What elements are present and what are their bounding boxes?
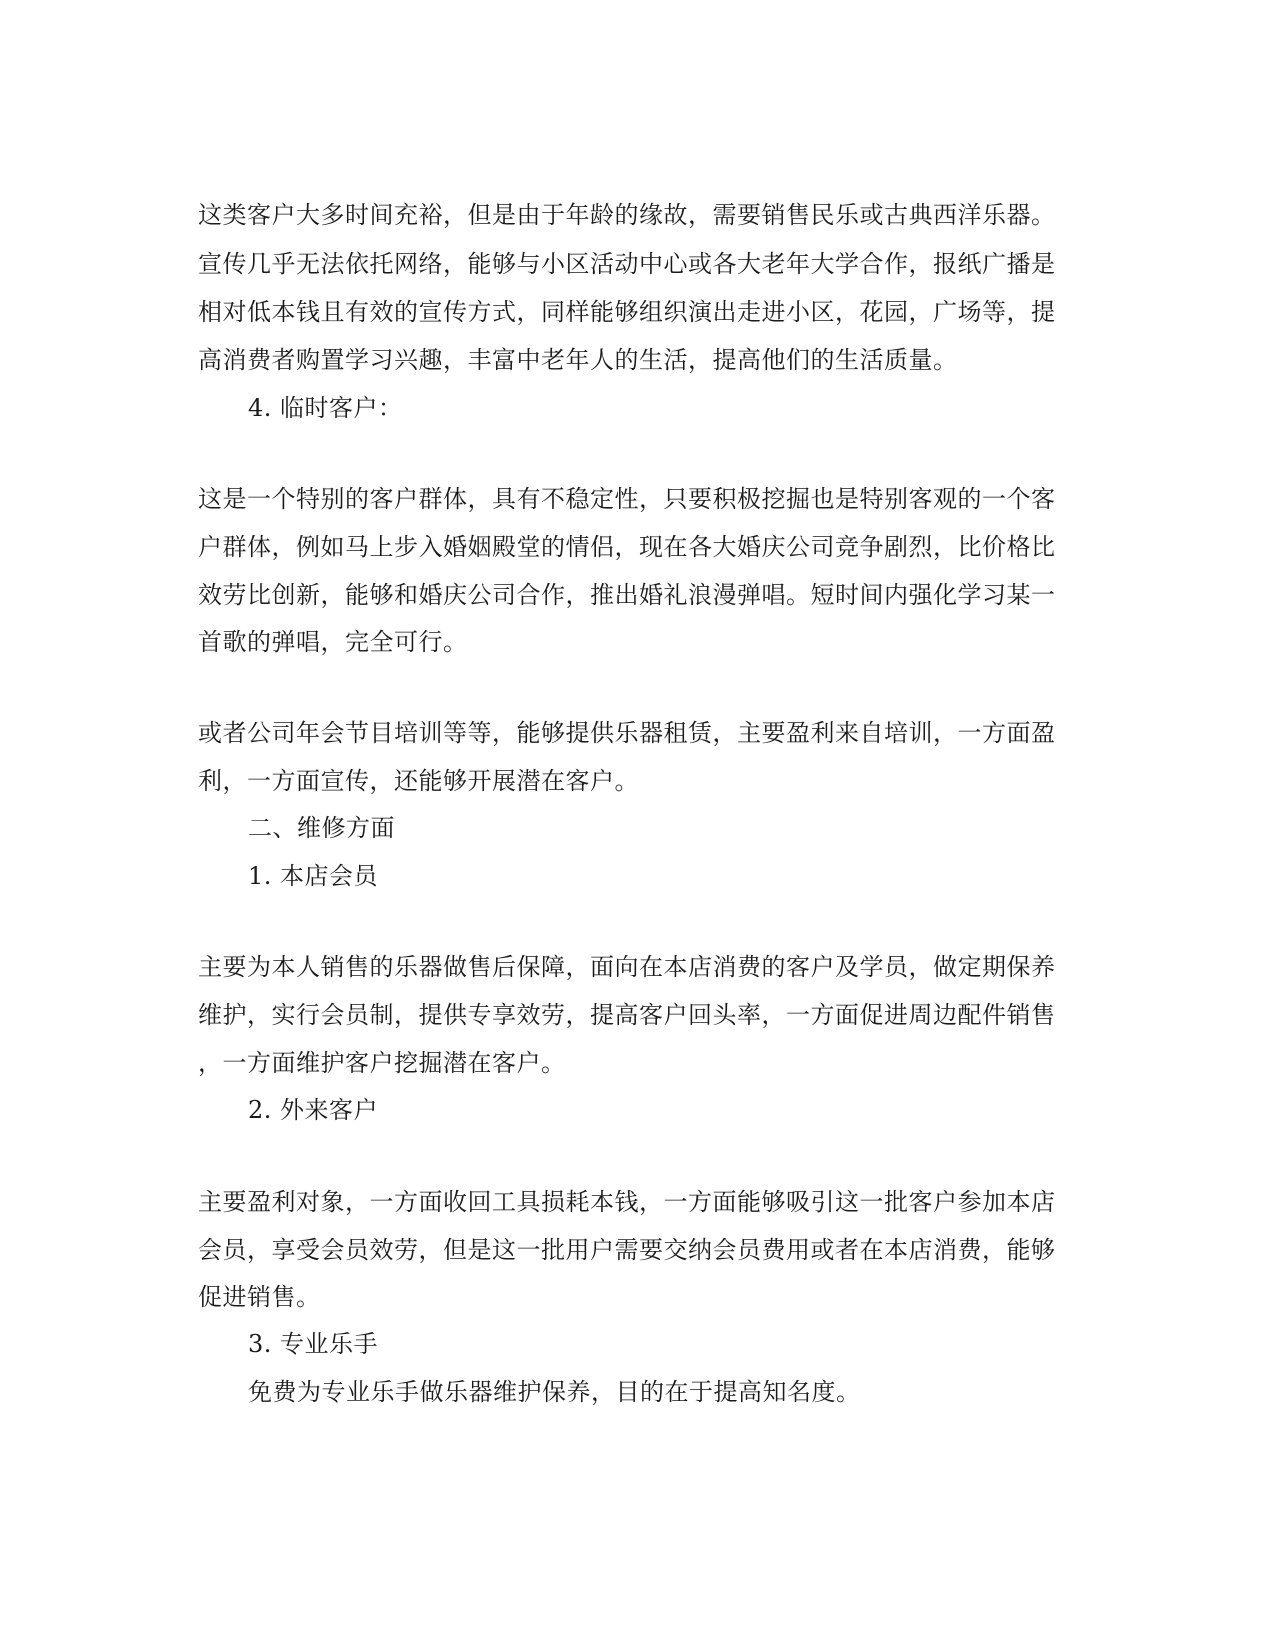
paragraph-line: 主要为本人销售的乐器做售后保障，面向在本店消费的客户及学员，做定期保养: [198, 953, 1056, 981]
subsection-heading: 1. 本店会员: [248, 862, 379, 890]
paragraph-line: 户群体，例如马上步入婚姻殿堂的情侣，现在各大婚庆公司竞争剧烈，比价格比: [198, 533, 1056, 561]
paragraph-line: 首歌的弹唱，完全可行。: [198, 628, 468, 656]
paragraph-line: 这是一个特别的客户群体，具有不稳定性，只要积极挖掘也是特别客观的一个客: [198, 485, 1056, 513]
paragraph-line: 或者公司年会节目培训等等，能够提供乐器租赁，主要盈利来自培训，一方面盈: [198, 719, 1056, 747]
paragraph-line: 主要盈利对象，一方面收回工具损耗本钱，一方面能够吸引这一批客户参加本店: [198, 1188, 1056, 1216]
paragraph-line: 免费为专业乐手做乐器维护保养，目的在于提高知名度。: [248, 1378, 861, 1406]
subsection-heading: 2. 外来客户: [248, 1096, 379, 1124]
section-heading: 4. 临时客户：: [248, 394, 403, 422]
paragraph-line: 相对低本钱且有效的宣传方式，同样能够组织演出走进小区，花园，广场等，提: [198, 298, 1056, 326]
paragraph-line: 这类客户大多时间充裕，但是由于年龄的缘故，需要销售民乐或古典西洋乐器。: [198, 201, 1056, 229]
paragraph-line: 会员，享受会员效劳，但是这一批用户需要交纳会员费用或者在本店消费，能够: [198, 1236, 1056, 1264]
paragraph-line: ，一方面维护客户挖掘潜在客户。: [198, 1049, 566, 1077]
paragraph-line: 宣传几乎无法依托网络，能够与小区活动中心或各大老年大学合作，报纸广播是: [198, 250, 1056, 278]
section-heading: 二、维修方面: [248, 814, 395, 842]
paragraph-line: 利，一方面宣传，还能够开展潜在客户。: [198, 767, 639, 795]
paragraph-line: 高消费者购置学习兴趣，丰富中老年人的生活，提高他们的生活质量。: [198, 346, 958, 374]
paragraph-line: 促进销售。: [198, 1283, 321, 1311]
subsection-heading: 3. 专业乐手: [248, 1330, 379, 1358]
paragraph-line: 维护，实行会员制，提供专享效劳，提高客户回头率，一方面促进周边配件销售: [198, 1001, 1056, 1029]
paragraph-line: 效劳比创新，能够和婚庆公司合作，推出婚礼浪漫弹唱。短时间内强化学习某一: [198, 581, 1056, 609]
